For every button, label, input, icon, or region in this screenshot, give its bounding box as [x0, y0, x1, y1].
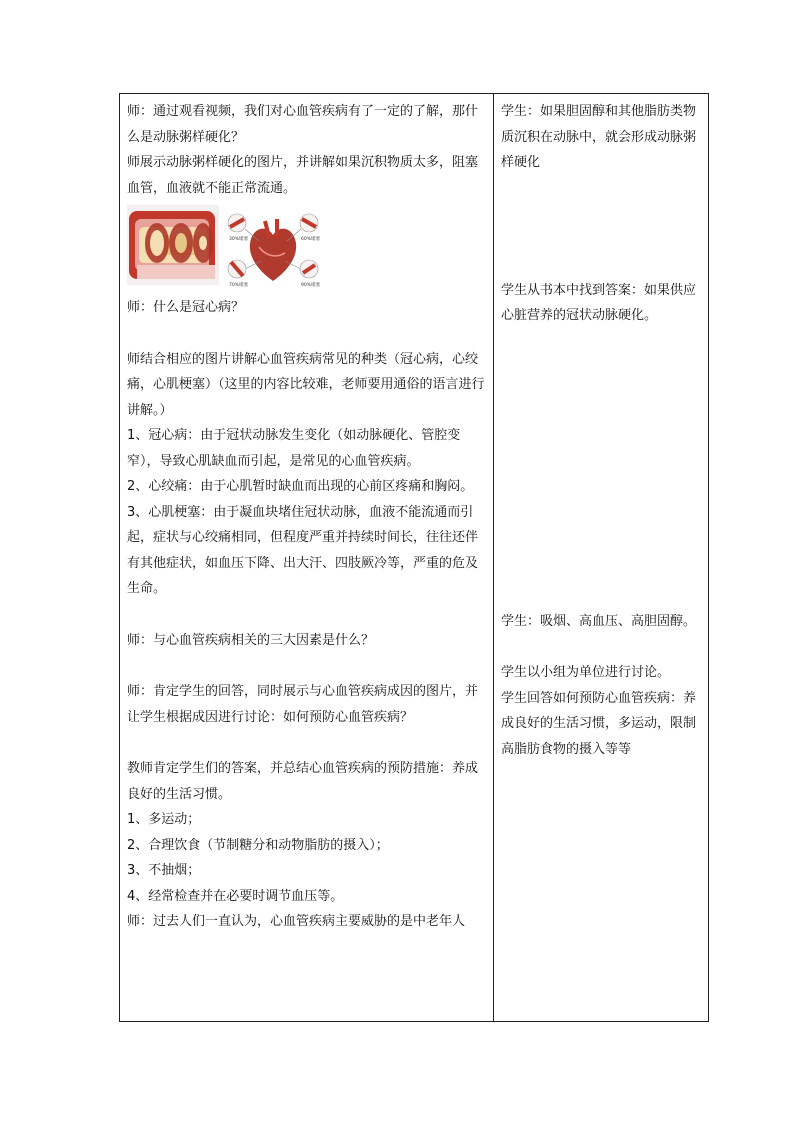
table-row	[120, 94, 709, 1022]
prevention-item-1: 1、多运动；	[127, 812, 201, 827]
blockage-label-2: 60%堵塞	[301, 237, 321, 242]
blockage-label-3: 70%堵塞	[229, 283, 249, 288]
student-answer-coronary: 学生从书本中找到答案：如果供应心脏营养的冠状动脉硬化。	[501, 282, 697, 323]
student-answer-prevention: 学生回答如何预防心血管疾病：养成良好的生活习惯，多运动，限制高脂肪食物的摄入等等	[501, 690, 697, 757]
atherosclerosis-illustration	[127, 205, 488, 289]
blockage-circle-1	[228, 214, 249, 242]
student-answer-factors: 学生：吸烟、高血压、高胆固醇。	[501, 613, 697, 629]
lesson-table	[119, 93, 709, 1022]
disease-item-coronary: 1、冠心病：由于冠状动脉发生变化（如动脉硬化、管腔变窄），导致心肌缺血而引起，是常见的心血管疾病。	[127, 428, 461, 469]
student-discussion: 学生以小组为单位进行讨论。	[501, 665, 671, 680]
heart-blockage-image	[225, 211, 321, 289]
teacher-summary: 教师肯定学生们的答案，并总结心血管疾病的预防措施：养成良好的生活习惯。	[127, 761, 479, 802]
prevention-item-4: 4、经常检查并在必要时调节血压等。	[127, 888, 344, 904]
teacher-discussion-prompt: 师：肯定学生的回答，同时展示与心血管疾病成因的图片，并让学生根据成因进行讨论：如何预防心血管疾病？	[127, 684, 479, 725]
disease-item-infarction: 3、心肌梗塞：由于凝血块堵住冠状动脉，血液不能流通而引起，症状与心绞痛相同，但程度严重并持续时间长，往往还伴有其他症状，如血压下降、出大汗、四肢厥冷等，严重的危及生命。	[127, 504, 479, 596]
teacher-disease-types: 师结合相应的图片讲解心血管疾病常见的种类（冠心病，心绞痛，心肌梗塞）（这里的内容比较难，老师要用通俗的语言进行讲解。）	[127, 351, 485, 418]
blockage-label-4: 90%堵塞	[301, 283, 321, 288]
student-answer-atherosclerosis: 学生：如果胆固醇和其他脂肪类物质沉积在动脉中，就会形成动脉粥样硬化	[501, 104, 697, 170]
artery-cross-section-image	[127, 205, 219, 285]
teacher-question-coronary: 师：什么是冠心病？	[127, 300, 245, 315]
teacher-closing: 师：过去人们一直认为，心血管疾病主要威胁的是中老年人	[127, 914, 466, 929]
blockage-circle-3	[228, 260, 249, 288]
disease-item-angina: 2、心绞痛：由于心肌暂时缺血而出现的心前区疼痛和胸闷。	[127, 479, 474, 494]
blockage-label-1: 30%堵塞	[229, 237, 249, 242]
blockage-circle-2	[300, 214, 321, 242]
teacher-question-atherosclerosis: 师：通过观看视频，我们对心血管疾病有了一定的了解，那什么是动脉粥样硬化？	[127, 104, 479, 145]
prevention-item-2: 2、合理饮食（节制糖分和动物脂肪的摄入）；	[127, 837, 389, 853]
prevention-item-3: 3、不抽烟；	[127, 863, 201, 878]
blockage-circle-4	[300, 260, 321, 288]
student-column	[494, 94, 709, 1022]
teacher-explanation-atherosclerosis: 师展示动脉粥样硬化的图片，并讲解如果沉积物质太多，阻塞血管，血液就不能正常流通。	[127, 155, 479, 196]
teacher-column	[120, 94, 494, 1022]
teacher-question-factors: 师：与心血管疾病相关的三大因素是什么？	[127, 632, 375, 648]
